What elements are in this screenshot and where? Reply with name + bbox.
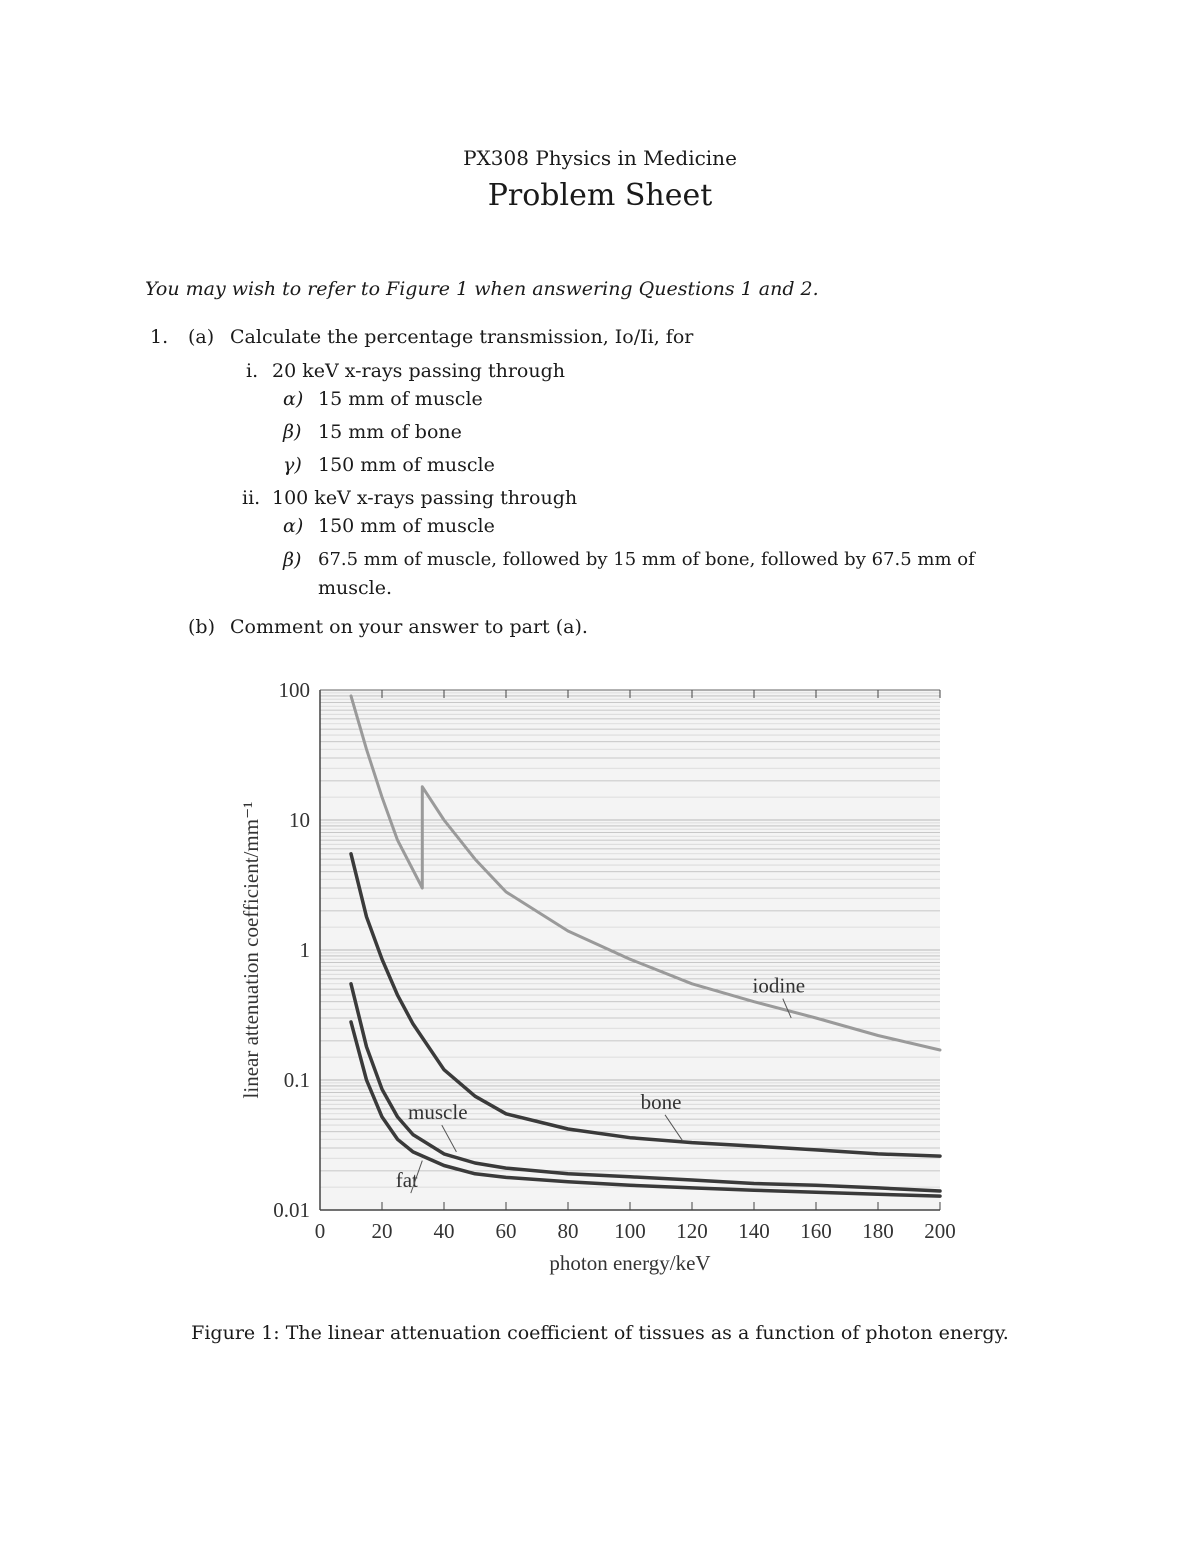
- item-ii-tag: ii.: [242, 487, 261, 509]
- y-tick-label: 1: [299, 938, 310, 962]
- y-tick-label: 100: [278, 678, 310, 702]
- subitem-text: 15 mm of bone: [318, 421, 462, 443]
- item-i-text: 20 keV x-rays passing through: [272, 360, 566, 382]
- series-label-iodine: iodine: [752, 973, 806, 998]
- y-axis-label: linear attenuation coefficient/mm⁻¹: [239, 801, 263, 1099]
- x-tick-label: 0: [314, 1219, 326, 1243]
- x-tick-label: 40: [433, 1219, 455, 1243]
- x-tick-label: 60: [495, 1219, 517, 1243]
- y-tick-label: 0.1: [283, 1068, 310, 1092]
- subitem-tag: β): [283, 549, 302, 571]
- page-title: Problem Sheet: [487, 178, 713, 213]
- subitem-text: 15 mm of muscle: [318, 388, 483, 410]
- y-tick-label: 10: [289, 808, 310, 832]
- x-tick-label: 120: [676, 1219, 708, 1243]
- part-a-text: Calculate the percentage transmission, Io/Ii, for: [230, 326, 694, 348]
- x-tick-label: 100: [614, 1219, 646, 1243]
- part-b-text: Comment on your answer to part (a).: [230, 616, 588, 638]
- y-tick-label: 0.01: [273, 1198, 310, 1222]
- series-label-muscle: muscle: [408, 1100, 468, 1125]
- series-label-bone: bone: [640, 1089, 682, 1114]
- item-ii-text: 100 keV x-rays passing through: [272, 487, 578, 509]
- figure-caption: Figure 1: The linear attenuation coefficient of tissues as a function of photon energy.: [191, 1322, 1009, 1344]
- subitem-tag: γ): [283, 454, 302, 476]
- series-label-fat: fat: [395, 1168, 418, 1193]
- subitem-text: 67.5 mm of muscle, followed by 15 mm of bone, followed by 67.5 mm of: [318, 549, 975, 570]
- x-tick-label: 160: [800, 1219, 832, 1243]
- x-tick-label: 80: [557, 1219, 579, 1243]
- x-tick-label: 180: [862, 1219, 894, 1243]
- x-tick-label: 140: [738, 1219, 770, 1243]
- part-a-tag: (a): [188, 326, 215, 348]
- subitem-text: 150 mm of muscle: [318, 454, 495, 476]
- subitem-text-continued: muscle.: [318, 577, 393, 599]
- course-title: PX308 Physics in Medicine: [463, 146, 737, 170]
- subitem-tag: β): [283, 421, 302, 443]
- subitem-text: 150 mm of muscle: [318, 515, 495, 537]
- x-tick-label: 200: [924, 1219, 956, 1243]
- intro-note: You may wish to refer to Figure 1 when answering Questions 1 and 2.: [145, 278, 819, 300]
- subitem-tag: α): [283, 388, 304, 410]
- item-i-tag: i.: [246, 360, 259, 382]
- question-number: 1.: [150, 326, 169, 348]
- subitem-tag: α): [283, 515, 304, 537]
- x-tick-label: 20: [371, 1219, 393, 1243]
- attenuation-chart: [220, 660, 1000, 1290]
- x-axis-label: photon energy/keV: [549, 1251, 711, 1275]
- part-b-tag: (b): [188, 616, 215, 638]
